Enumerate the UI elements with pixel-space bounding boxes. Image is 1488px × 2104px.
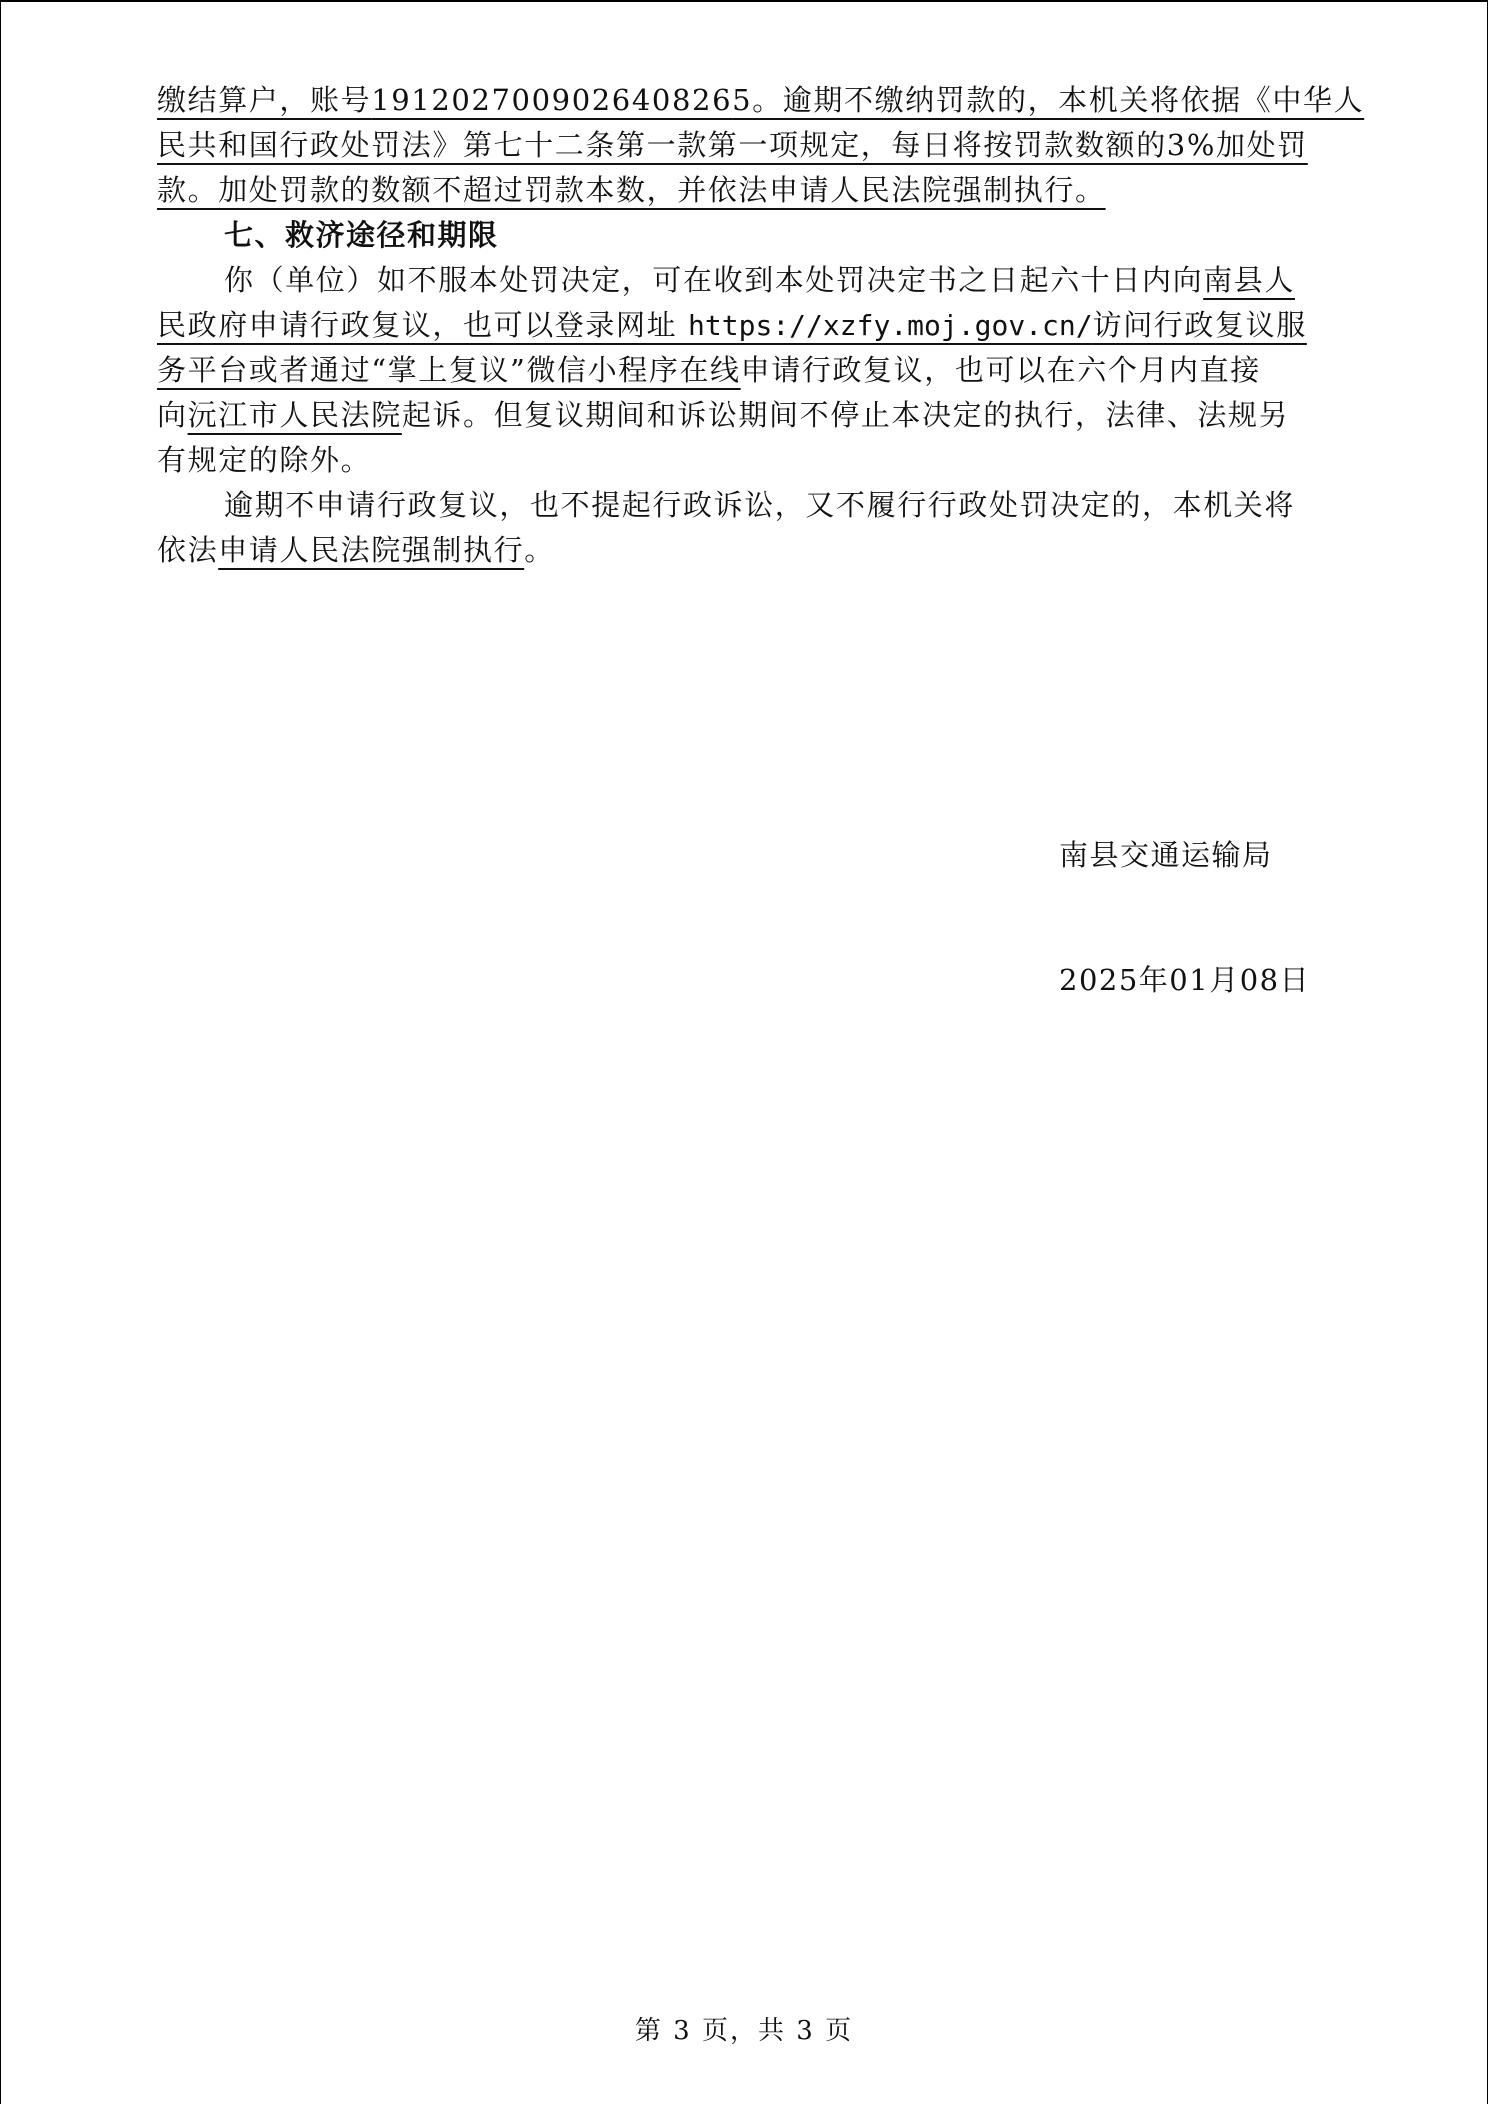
section7-p1-line-3: 务平台或者通过“掌上复议”微信小程序在线申请行政复议，也可以在六个月内直接: [157, 353, 1261, 387]
issuing-agency: 南县交通运输局: [1059, 838, 1273, 872]
review-website-link[interactable]: https://xzfy.moj.gov.cn/: [688, 309, 1093, 342]
section7-p1-line-1: 你（单位）如不服本处罚决定，可在收到本处罚决定书之日起六十日内向南县人: [224, 263, 1296, 297]
para6-line-3: 款。加处罚款的数额不超过罚款本数，并依法申请人民法院强制执行。: [157, 173, 1106, 207]
court-name: 沅江市人民法院: [187, 398, 402, 432]
section7-p1-line-4: 向沅江市人民法院起诉。但复议期间和诉讼期间不停止本决定的执行，法律、法规另: [157, 398, 1290, 432]
issue-date: 2025年01月08日: [1059, 963, 1311, 997]
section-heading: 七、救济途径和期限: [224, 218, 499, 252]
page-number: 第 3 页，共 3 页: [634, 2016, 854, 2046]
section7-p2-line-2: 依法申请人民法院强制执行。: [157, 533, 555, 567]
para6-line-2: 民共和国行政处罚法》第七十二条第一款第一项规定，每日将按罚款数额的3%加处罚: [157, 128, 1308, 162]
account-number: 191202700902640826: [371, 83, 733, 117]
para6-line-1-text: 缴结算户，账号1912027009026408265。逾期不缴纳罚款的，本机关将依据《中华人: [157, 83, 1365, 117]
section7-p2-line-1: 逾期不申请行政复议，也不提起行政诉讼，又不履行行政处罚决定的，本机关将: [224, 488, 1296, 522]
section7-p1-line-5: 有规定的除外。: [157, 443, 372, 477]
section7-p1-line-2: 民政府申请行政复议，也可以登录网址 https://xzfy.moj.gov.cn/访问行政复议服: [157, 308, 1307, 342]
